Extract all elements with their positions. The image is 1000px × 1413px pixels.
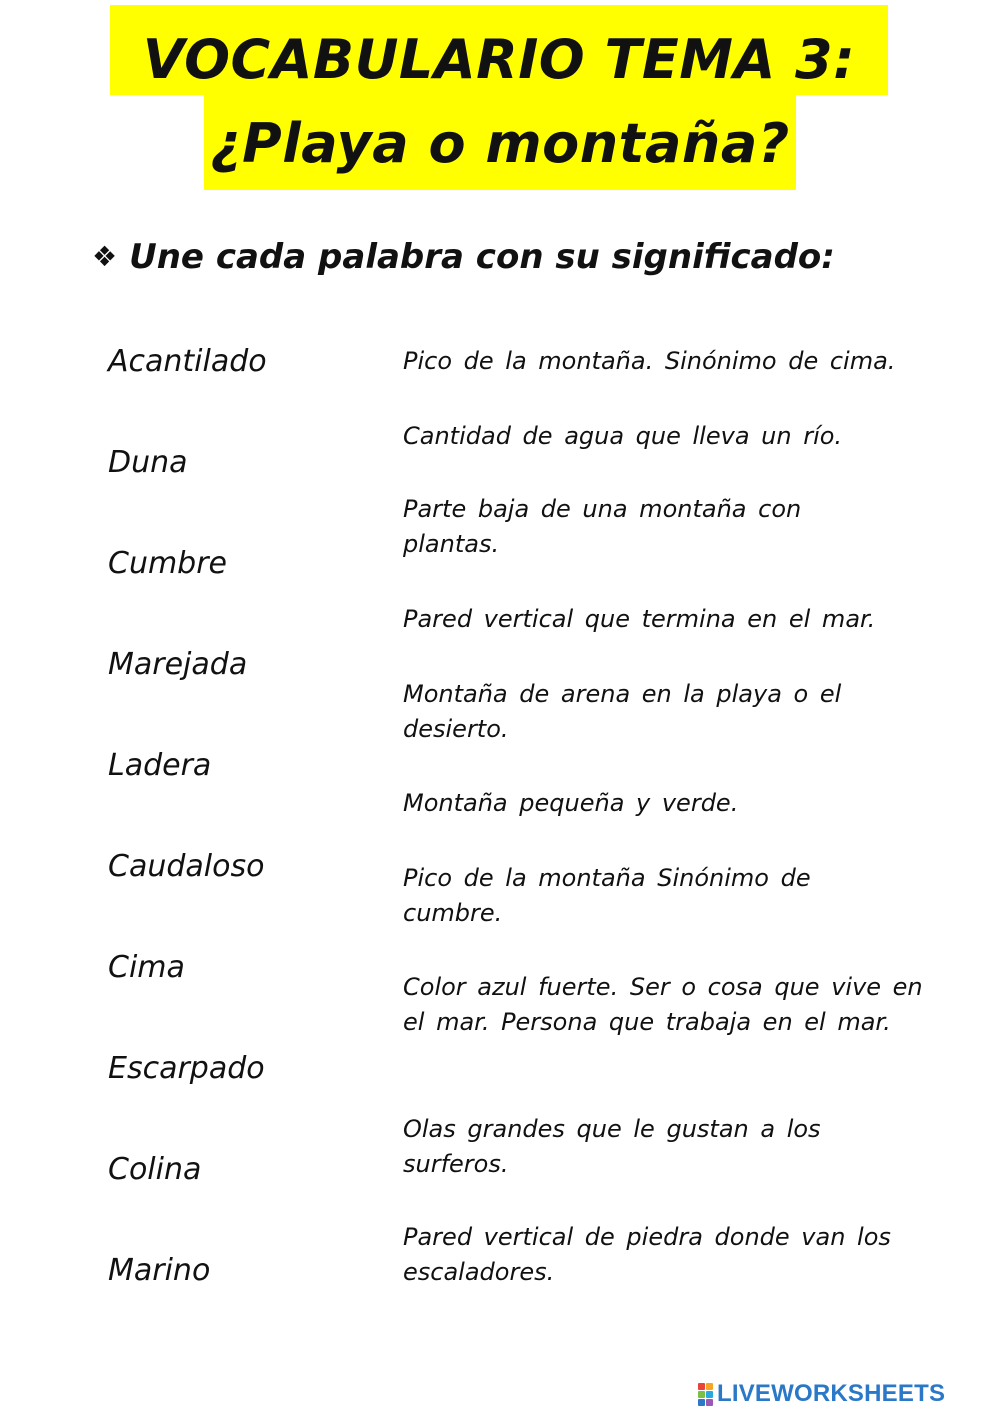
definition-item[interactable]: Montaña de arena en la playa o el desierto.: [403, 680, 842, 743]
title-line-2: ¿Playa o montaña?: [204, 95, 796, 190]
definition-item[interactable]: Pico de la montaña Sinónimo de cumbre.: [403, 864, 811, 927]
definition-item[interactable]: Montaña pequeña y verde.: [403, 789, 739, 817]
instruction: [92, 237, 835, 277]
logo-text: LIVEWORKSHEETS: [717, 1380, 946, 1407]
word-item[interactable]: Acantilado: [108, 344, 267, 379]
word-item[interactable]: Escarpado: [108, 1051, 265, 1086]
word-item[interactable]: Ladera: [108, 748, 212, 783]
instruction-text: Une cada palabra con su significado:: [129, 237, 835, 277]
word-item[interactable]: Marino: [108, 1253, 211, 1288]
logo-square: [698, 1383, 705, 1390]
definition-item[interactable]: Pared vertical que termina en el mar.: [403, 605, 876, 633]
word-item[interactable]: Cumbre: [108, 546, 228, 581]
word-item[interactable]: Cima: [108, 950, 185, 985]
liveworksheets-logo: [698, 1381, 945, 1407]
word-item[interactable]: Duna: [108, 445, 188, 480]
definition-item[interactable]: Pico de la montaña. Sinónimo de cima.: [403, 347, 896, 375]
definition-item[interactable]: Cantidad de agua que lleva un río.: [403, 422, 843, 450]
definition-item[interactable]: Pared vertical de piedra donde van los escaladores.: [403, 1223, 891, 1286]
logo-square: [706, 1391, 713, 1398]
word-item[interactable]: Marejada: [108, 647, 248, 682]
word-item[interactable]: Colina: [108, 1152, 202, 1187]
logo-square: [698, 1399, 705, 1406]
title-line-1: VOCABULARIO TEMA 3:: [110, 5, 888, 95]
logo-square: [706, 1399, 713, 1406]
definition-item[interactable]: Parte baja de una montaña con plantas.: [403, 495, 802, 558]
logo-square: [698, 1391, 705, 1398]
diamond-bullet-icon: ❖: [92, 240, 118, 273]
logo-square: [706, 1383, 713, 1390]
definition-item[interactable]: Color azul fuerte. Ser o cosa que vive en el mar. Persona que trabaja en el mar.: [403, 973, 923, 1036]
word-item[interactable]: Caudaloso: [108, 849, 265, 884]
logo-mark-icon: [698, 1383, 713, 1406]
definition-item[interactable]: Olas grandes que le gustan a los surferos.: [403, 1115, 821, 1178]
